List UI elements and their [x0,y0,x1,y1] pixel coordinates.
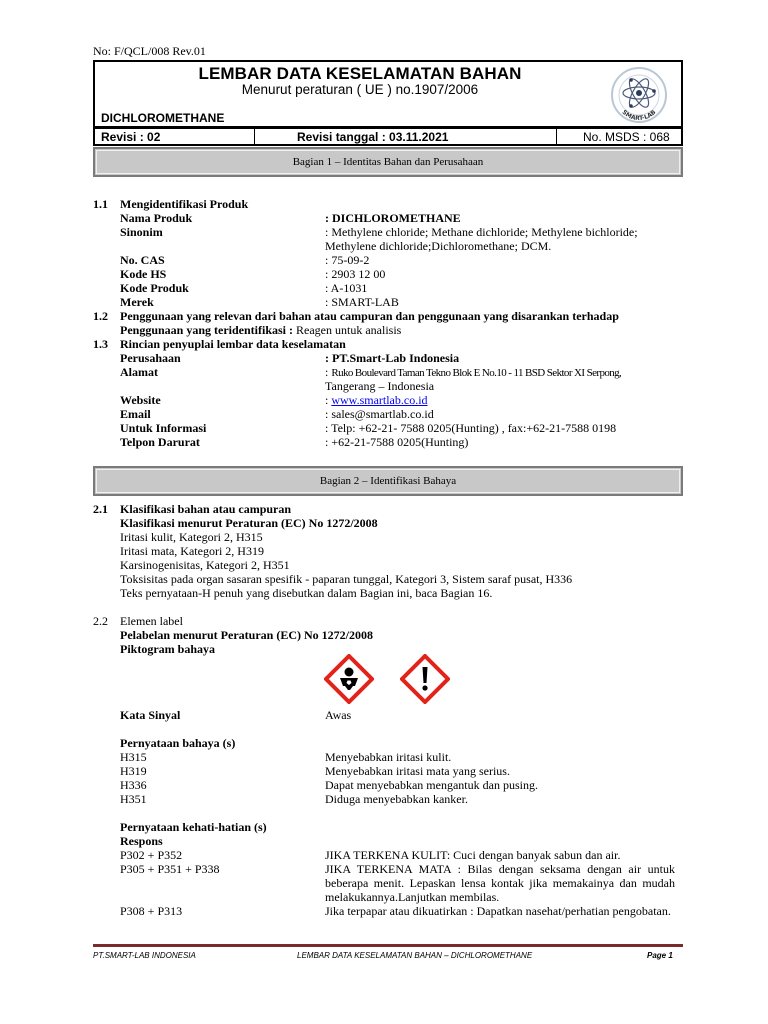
document-number: No: F/QCL/008 Rev.01 [93,44,206,58]
footer-document-title: LEMBAR DATA KESELAMATAN BAHAN – DICHLOROMETHANE [297,951,533,960]
precaution-text: Jika terpapar atau dikuatirkan : Dapatkan nasehat/perhatian pengobatan. [325,904,671,918]
section-2-title: Bagian 2 – Identifikasi Bahaya [319,475,457,487]
section-number: 1.1 [93,197,108,211]
header-box [93,60,683,128]
identified-use [120,323,401,337]
divider [254,129,255,144]
subsection-title: Elemen label [120,614,183,628]
section-1-title: Bagian 1 – Identitas Bahan dan Perusahaan [292,156,484,168]
pictogram-label: Piktogram bahaya [120,642,216,656]
precaution-label: Pernyataan kehati-hatian (s) [120,820,267,834]
colon: : [325,365,332,379]
field-value: : DICHLOROMETHANE [325,211,461,225]
field-value: Methylene dichloride;Dichloromethane; DCM. [325,239,552,253]
document-subtitle: Menurut peraturan ( UE ) no.1907/2006 [241,82,479,97]
subsection-title: Mengidentifikasi Produk [120,197,249,211]
classification-line: Toksisitas pada organ sasaran spesifik - paparan tunggal, Kategori 3, Sistem saraf pusat, H336 [120,572,573,586]
field-label: Sinonim [120,225,163,239]
website-field [325,393,428,407]
field-value: : SMART-LAB [325,295,399,309]
section-2-header [93,466,683,496]
field-label: Penggunaan yang teridentifikasi : [120,323,294,337]
classification-line: Iritasi mata, Kategori 2, H319 [120,544,264,558]
field-label: Kata Sinyal [120,708,181,722]
colon: : [325,393,332,407]
footer-company: PT.SMART-LAB INDONESIA [93,951,196,960]
hazard-text: Diduga menyebabkan kanker. [325,792,468,806]
precaution-text: JIKA TERKENA KULIT: Cuci dengan banyak sabun dan air. [325,848,621,862]
field-label: Nama Produk [120,211,193,225]
emergency-phone-value: : +62-21-7588 0205(Hunting) [325,435,469,449]
hazard-text: Dapat menyebabkan mengantuk dan pusing. [325,778,538,792]
smart-lab-logo [607,63,671,127]
hazard-code: H351 [120,792,147,806]
address-line-2: Tangerang – Indonesia [325,379,435,393]
revision-date: Revisi tanggal : 03.11.2021 [297,130,449,144]
regulation-title: Pelabelan menurut Peraturan (EC) No 1272/2008 [120,628,373,642]
field-value: : Methylene chloride; Methane dichloride; Methylene bichloride; [325,225,638,239]
precaution-code: P308 + P313 [120,904,183,918]
classification-line: Karsinogenisitas, Kategori 2, H351 [120,558,290,572]
field-label: Website [120,393,161,407]
subsection-title: Penggunaan yang relevan dari bahan atau campuran dan penggunaan yang disarankan terhadap [120,309,619,323]
response-label: Respons [120,834,163,848]
hazard-text: Menyebabkan iritasi mata yang serius. [325,764,510,778]
field-label: Alamat [120,365,158,379]
section-number: 2.2 [93,614,108,628]
email-value: : sales@smartlab.co.id [325,407,434,421]
section-1-header [93,147,683,177]
address-text: Ruko Boulevard Taman Tekno Blok E No.10 - 11 BSD Sektor XI Serpong, [331,367,622,379]
classification-line: Teks pernyataan-H penuh yang disebutkan dalam Bagian ini, baca Bagian 16. [120,586,493,600]
precaution-code: P302 + P352 [120,848,183,862]
field-label: Email [120,407,151,421]
hazard-code: H319 [120,764,147,778]
hazard-statements-label: Pernyataan bahaya (s) [120,736,236,750]
subsection-title: Rincian penyuplai lembar data keselamatan [120,337,346,351]
field-value: : 2903 12 00 [325,267,386,281]
field-label: Untuk Informasi [120,421,207,435]
msds-number: No. MSDS : 068 [583,130,670,144]
footer-page-number: Page 1 [647,951,673,960]
website-link[interactable]: www.smartlab.co.id [331,393,428,407]
field-value: Reagen untuk analisis [293,323,402,337]
field-label: Kode HS [120,267,167,281]
field-label: Merek [120,295,154,309]
field-value: : A-1031 [325,281,368,295]
field-label: Kode Produk [120,281,189,295]
footer-rule [93,944,683,947]
hazard-code: H315 [120,750,147,764]
svg-text:SMART-LAB: SMART-LAB [620,108,658,123]
field-label: Perusahaan [120,351,181,365]
precaution-text: JIKA TERKENA MATA : Bilas dengan seksama dengan air untuk beberapa menit. Lepaskan lensa kontak jika memakainya dan mudah melakukannya.Lanjutkan membilas. [325,862,675,904]
section-number: 2.1 [93,502,108,516]
exclamation-mark-icon [400,654,450,704]
subsection-title: Klasifikasi bahan atau campuran [120,502,292,516]
health-hazard-icon [324,654,374,704]
section-number: 1.2 [93,309,108,323]
info-value: : Telp: +62-21- 7588 0205(Hunting) , fax:+62-21-7588 0198 [325,421,617,435]
field-value: : PT.Smart-Lab Indonesia [325,351,460,365]
divider [556,129,557,144]
precaution-code: P305 + P351 + P338 [120,862,220,876]
revision-number: Revisi : 02 [101,130,161,144]
field-label: Telpon Darurat [120,435,200,449]
hazard-text: Menyebabkan iritasi kulit. [325,750,452,764]
signal-word: Awas [325,708,352,722]
product-name: DICHLOROMETHANE [101,111,225,125]
classification-line: Iritasi kulit, Kategori 2, H315 [120,530,263,544]
revision-row [93,127,683,146]
hazard-code: H336 [120,778,147,792]
address-line-1 [325,365,621,380]
field-label: No. CAS [120,253,165,267]
field-value: : 75-09-2 [325,253,370,267]
document-title: LEMBAR DATA KESELAMATAN BAHAN [198,64,522,83]
section-number: 1.3 [93,337,108,351]
regulation-title: Klasifikasi menurut Peraturan (EC) No 1272/2008 [120,516,378,530]
